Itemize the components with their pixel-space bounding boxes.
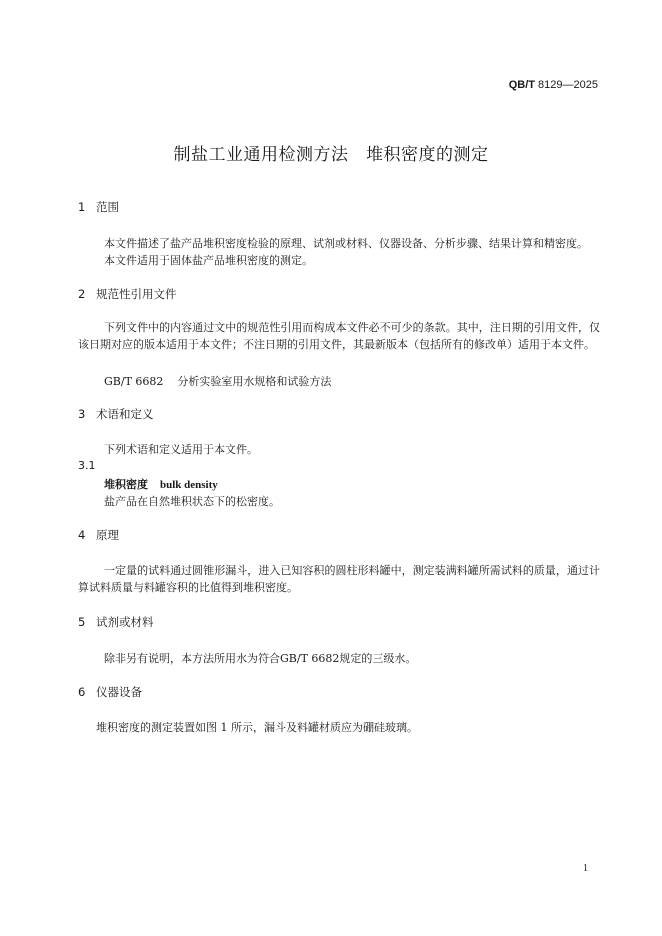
term-definition: 盐产品在自然堆积状态下的松密度。 xyxy=(104,495,280,508)
section-title: 范围 xyxy=(96,200,119,214)
section-number: 1 xyxy=(78,200,86,214)
section-title: 原理 xyxy=(96,528,119,542)
section-6-heading xyxy=(78,684,142,700)
section-number: 4 xyxy=(78,528,86,542)
section-1-paragraph-2: 本文件适用于固体盐产品堆积密度的测定。 xyxy=(104,254,313,267)
section-5-paragraph-1: 除非另有说明，本方法所用水为符合GB/T 6682规定的三级水。 xyxy=(104,652,417,665)
normative-reference xyxy=(104,373,331,389)
reference-title: 分析实验室用水规格和试验方法 xyxy=(177,375,332,388)
section-number: 3 xyxy=(78,407,86,421)
section-number: 2 xyxy=(78,287,86,301)
document-code-rest: 8129—2025 xyxy=(535,79,598,91)
subsection-number: 3.1 xyxy=(78,459,96,472)
page-title: 制盐工业通用检测方法 堆积密度的测定 xyxy=(173,145,489,165)
section-number: 5 xyxy=(78,615,86,629)
term-entry xyxy=(104,476,218,492)
term-chinese: 堆积密度 xyxy=(104,478,148,491)
section-6-paragraph-1: 堆积密度的测定装置如图 1 所示，漏斗及料罐材质应为硼硅玻璃。 xyxy=(96,721,418,734)
section-4-paragraph-1: 一定量的试料通过圆锥形漏斗，进入已知容积的圆柱形料罐中，测定装满料罐所需试料的质量，通过计算试料质量与料罐容积的比值得到堆积密度。 xyxy=(78,564,600,594)
section-3-heading xyxy=(78,406,154,422)
page-number: 1 xyxy=(583,863,588,874)
section-number: 6 xyxy=(78,685,86,699)
document-code-prefix: QB/T xyxy=(508,79,535,91)
term-english: bulk density xyxy=(160,479,218,491)
section-title: 规范性引用文件 xyxy=(96,287,177,301)
section-4-heading xyxy=(78,527,119,543)
section-2-heading xyxy=(78,286,177,302)
section-title: 仪器设备 xyxy=(96,685,142,699)
section-3-paragraph-1: 下列术语和定义适用于本文件。 xyxy=(104,443,258,456)
section-2-paragraph-1: 下列文件中的内容通过文中的规范性引用而构成本文件必不可少的条款。其中，注日期的引用文件，仅该日期对应的版本适用于本文件；不注日期的引用文件，其最新版本（包括所有的修改单）适用于本文件。 xyxy=(78,321,600,351)
section-1-heading xyxy=(78,199,119,215)
document-code xyxy=(509,79,598,91)
reference-code: GB/T 6682 xyxy=(104,375,164,388)
section-1-paragraph-1: 本文件描述了盐产品堆积密度检验的原理、试剂或材料、仪器设备、分析步骤、结果计算和精密度。 xyxy=(104,237,588,250)
section-title: 试剂或材料 xyxy=(96,615,154,629)
section-title: 术语和定义 xyxy=(96,407,154,421)
section-5-heading xyxy=(78,614,154,630)
